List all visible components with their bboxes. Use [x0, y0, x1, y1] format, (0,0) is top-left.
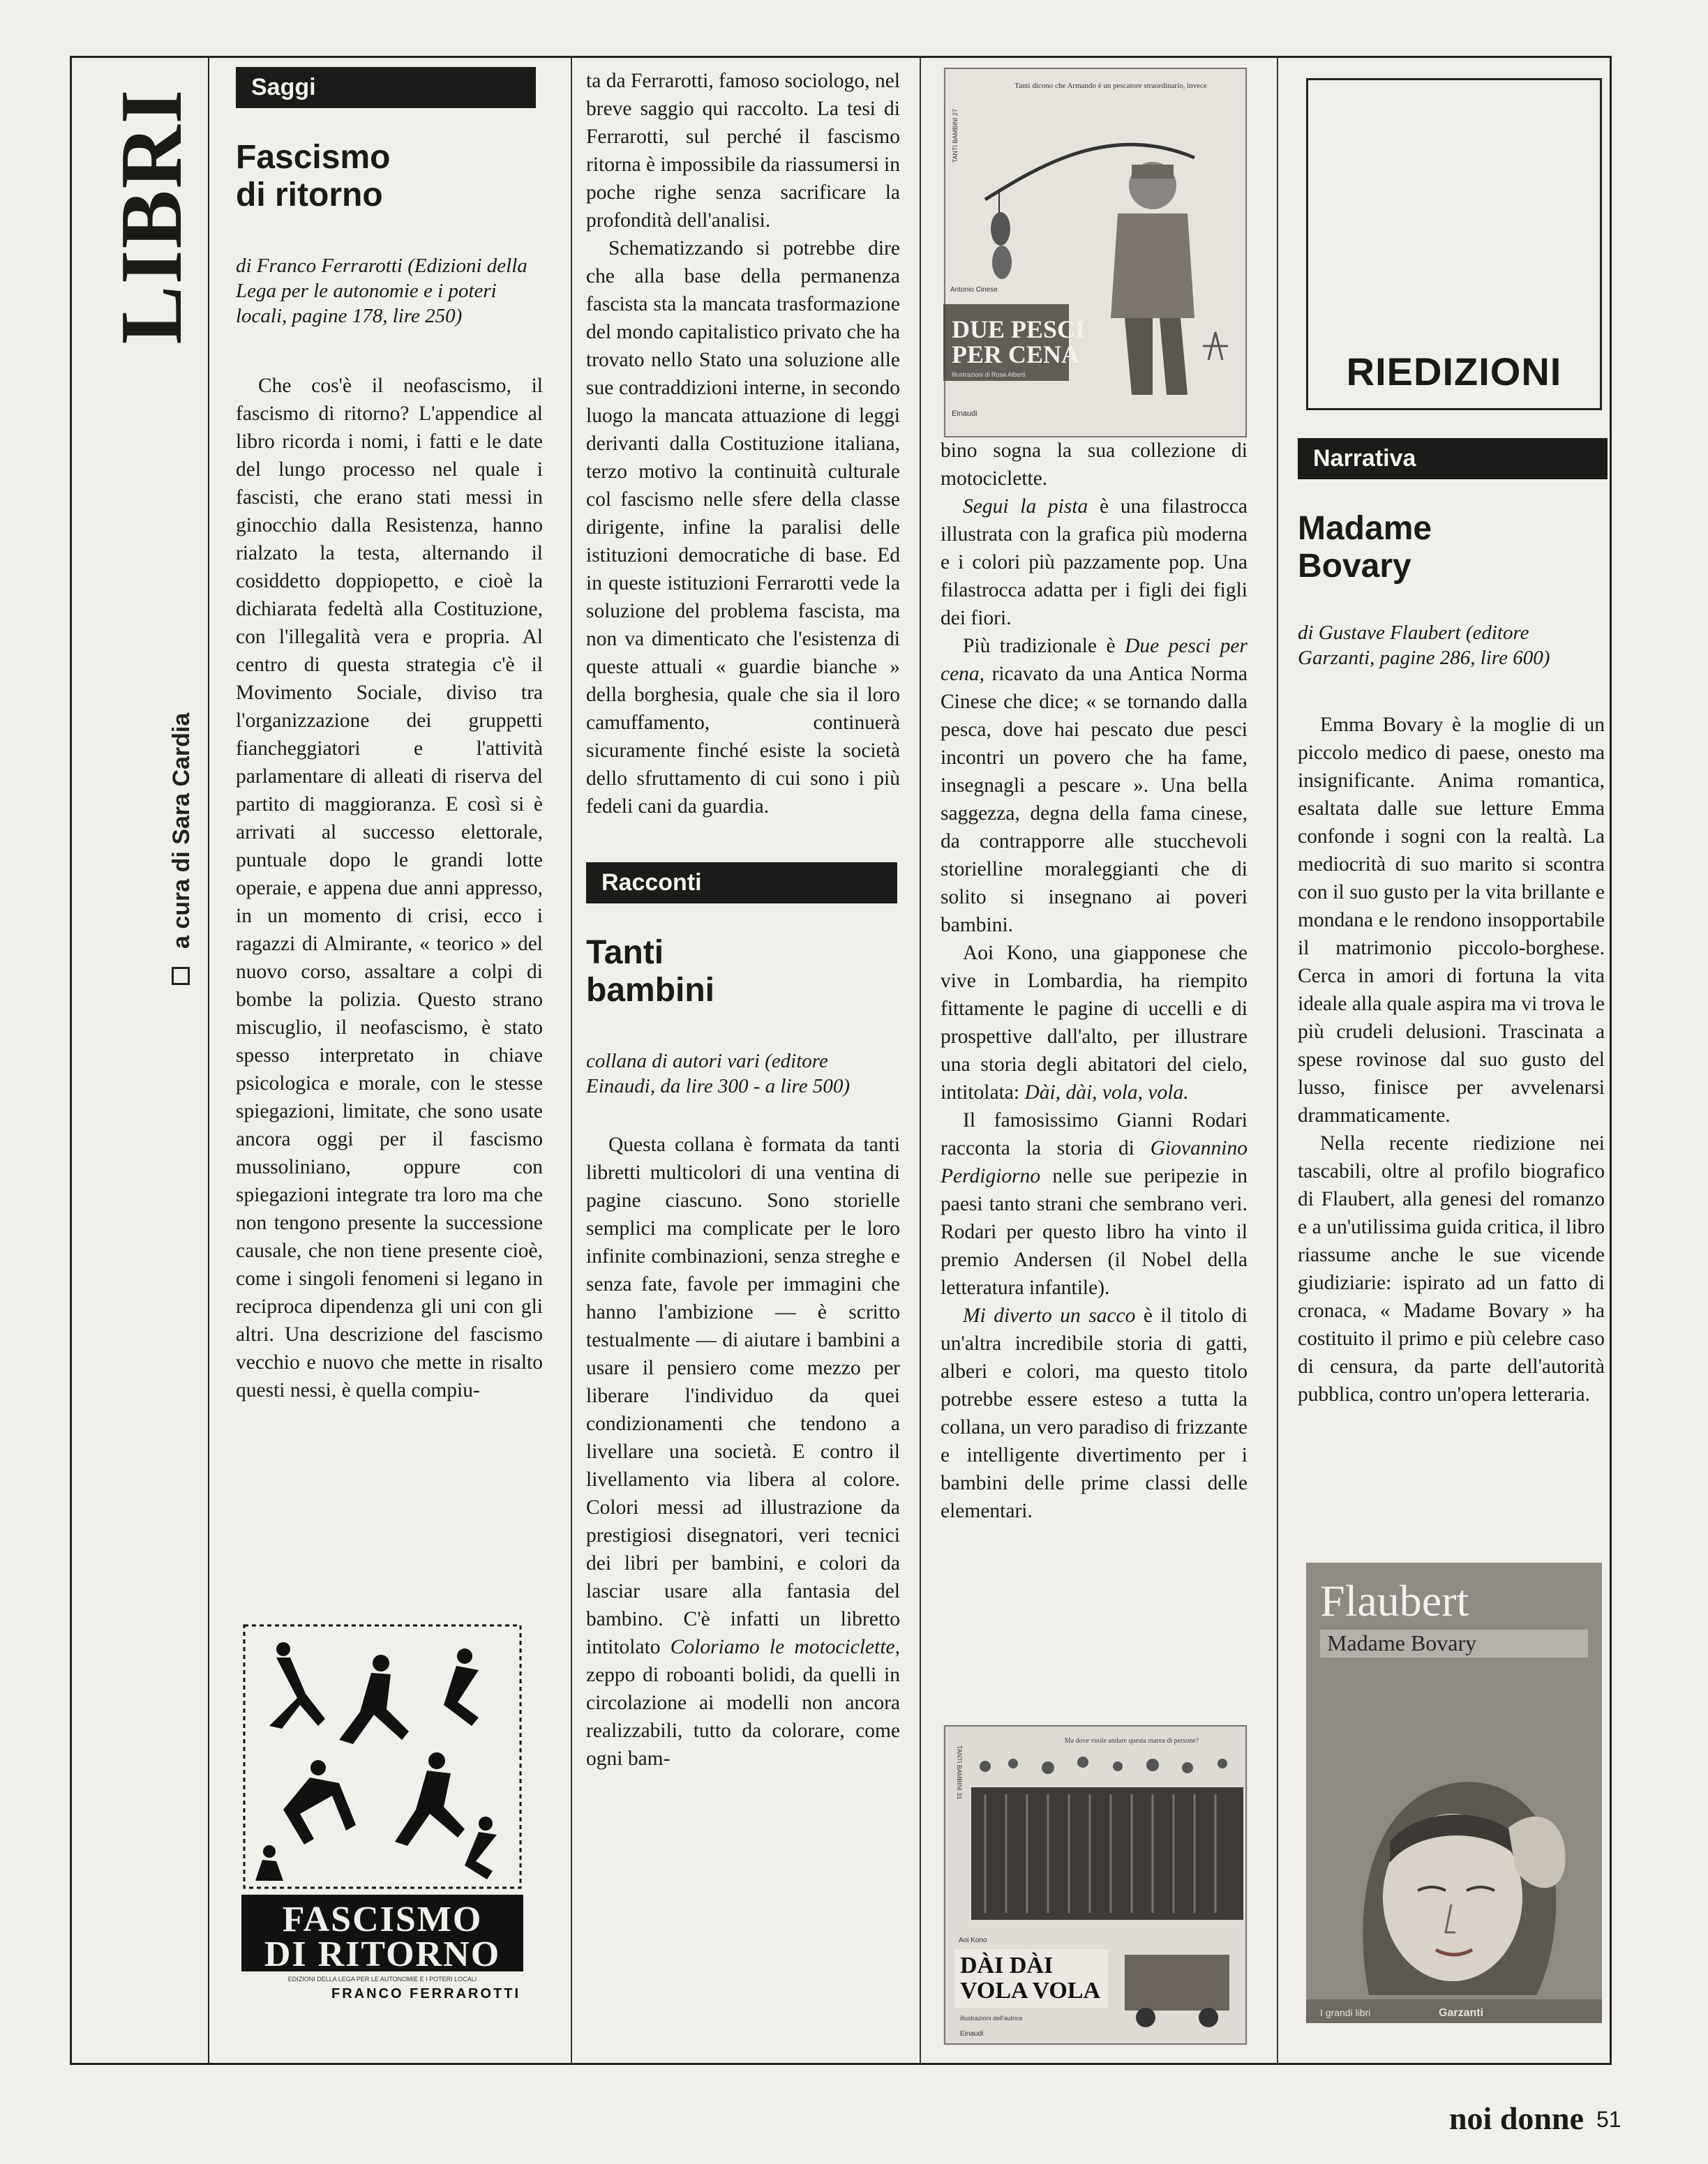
book-cover-dai-dai [943, 1725, 1248, 2045]
cover-illustrator: illustrazioni dell'autrice [960, 2015, 1023, 2022]
book-cover-madame-bovary [1306, 1563, 1602, 2023]
column-rule [1277, 56, 1278, 2065]
cover-publisher: Garzanti [1439, 2007, 1484, 2019]
column-racconti-continued [941, 437, 1248, 1525]
curator-credit [167, 670, 195, 991]
cover-title-line1: DÀI DÀI [960, 1953, 1054, 1978]
article-byline: collana di autori vari (editore Einaudi, da lire 300 - a lire 500) [586, 1050, 851, 1097]
article-title-tanti-bambini: Tanti bambini [586, 934, 715, 1009]
cover-title-line2: VOLA VOLA [960, 1978, 1101, 2004]
cover-caption: Tanti dicono che Armando è un pescatore straordinario, invece [1014, 82, 1207, 90]
article-title-madame-bovary: Madame Bovary [1298, 510, 1432, 585]
cover-title-line2: PER CENA [952, 340, 1080, 368]
cover-title-line2: DI RITORNO [264, 1934, 501, 1974]
section-tag-narrativa: Narrativa [1298, 438, 1608, 479]
cover-series-code: TANTI BAMBINI 31 [956, 1745, 963, 1800]
book-cover-due-pesci [943, 67, 1248, 438]
cover-author: FRANCO FERRAROTTI [331, 1986, 520, 2001]
article-title-fascismo: Fascismo di ritorno [236, 139, 391, 213]
magazine-brand: noi donne [1448, 2101, 1584, 2136]
column-saggi [236, 67, 543, 1404]
cover-series-code: TANTI BAMBINI 27 [952, 109, 959, 163]
cover-publisher: Einaudi [952, 409, 977, 418]
section-tag-racconti: Racconti [586, 862, 897, 903]
section-tag-saggi: Saggi [236, 67, 536, 108]
column-rule [571, 56, 572, 2065]
article-body: Che cos'è il neofascismo, il fascismo di ritorno? L'appendice al libro ricorda i nomi, i fatti e le date del lungo processo nel quale i fascisti, che erano stati messi in ginocchio dalla Resistenza, hanno rialzato la testa, alternando il cosiddetto doppiopetto, e cioè la dichiarata fedeltà alla Costituzione, con l'illegalità vera e propria. Al centro di questa strategia c'è il Movimento Sociale, diviso tra l'organizzazione dei gruppetti fiancheggiatori e l'attività parlamentare di alleati di riserva del partito di maggioranza. E così si è arrivati al successo elettorale, puntuale dopo le grandi lotte operaie, e appena due anni appresso, in un momento di crisi, ecco i ragazzi di Almirante, « teorico » del nuovo corso, assaltare a colpi di bombe la polizia. Questo strano miscuglio, il neofascismo, è stato spesso interpretato in chiave psicologica e morale, con le stesse spiegazioni, limitate, che sono usate ancora oggi per il fascismo mussoliniano, oppure con spiegazioni integrate tra loro ma che non tengono presente la successione causale, che non tiene presente cioè, come i singoli fenomeni si legano in reciproca dipendenza gli uni con gli altri. Una descrizione del fascismo vecchio e nuovo che mette in risalto questi nessi, è quella compiu- [236, 375, 543, 1402]
curator-label: a cura di Sara Cardia [168, 712, 195, 949]
cover-publisher: EDIZIONI DELLA LEGA PER LE AUTONOMIE E I POTERI LOCALI [287, 1976, 477, 1983]
book-cover-fascismo [241, 1621, 523, 2004]
cover-author: Antonio Cinese [950, 286, 998, 294]
cover-illustration-dancing-figures [241, 1621, 523, 2004]
section-title: LIBRI [103, 88, 200, 345]
cover-title: Madame Bovary [1327, 1630, 1477, 1655]
article-body-continued: bino sogna la sua collezione di motociclette. Segui la pista è una filastrocca illustrata con la grafica più moderna e i colori più pazzamente pop. Una filastrocca adatta per i figli dei figli dei fiori. Più tradizionale è Due pesci per cena, ricavato da una Antica Norma Cinese che dice; « se tornando dalla pesca, dove hai pescato due pesci incontri un povero che ha fame, insegnagli a pescare ». Una bella saggezza, degna della fama cinese, da contrapporre alle stucchevoli storielline moraleggianti che di solito si insegnano ai poveri bambini. Aoi Kono, una giapponese che vive in Lombardia, ha riempito fittamente le pagine di uccelli e di prospettive dall'alto, per illustrare una storia degli abitatori del cielo, intitolata: Dài, dài, vola, vola. Il famosissimo Gianni Rodari racconta la storia di Giovannino Perdigiorno nelle sue peripezie in paesi tanto strani che sembrano veri. Rodari per questo libro ha vinto il premio Andersen (il Nobel della letteratura infantile). Mi diverto un sacco è il titolo di un'altra incredibile storia di gatti, alberi e colori, ma questo titolo potrebbe essere esteso a tutta la collana, un vero paradiso di frizzante e intelligente divertimento per i bambini delle prime classi delle elementari. [941, 439, 1248, 1522]
riedizioni-heading: RIEDIZIONI [1346, 350, 1562, 393]
cover-title-line1: DUE PESCI [952, 315, 1086, 343]
cover-illustrator: Illustrazioni di Rosa Alberti [952, 371, 1026, 378]
column-riedizioni [1298, 438, 1605, 1408]
cover-series: I grandi libri [1320, 2007, 1371, 2018]
article-body-continued: ta da Ferrarotti, famoso sociologo, nel breve saggio qui raccolto. La tesi di Ferrarotti, sul perché il fascismo ritorna è impossibile da riassumersi in poche righe senza sacrificare la profondità dell'analisi. Schematizzando si potrebbe dire che alla base della permanenza fascista sta la mancata trasformazione del mondo capitalistico privato che ha trovato nello Stato una soluzione alle sue contraddizioni interne, in secondo luogo la mancata attuazione di leggi derivanti dalla Costituzione italiana, terzo motivo la continuità culturale col fascismo nelle sfere della classe dirigente, infine la paralisi delle istituzioni democratiche di base. Ed in queste istituzioni Ferrarotti vede la soluzione del problema fascista, ma non va dimenticato che l'esistenza di queste attuali « guardie bianche » della borghesia, quale che sia il loro camuffamento, continuerà sicuramente finché esiste la società dello sfruttamento di cui sono i più fedeli cani da guardia. [586, 70, 900, 818]
cover-illustration-crowd-landscape [943, 1725, 1248, 2045]
article-byline: di Franco Ferrarotti (Edizioni della Lega per le autonomie e i poteri locali, pagine 178, lire 250) [236, 255, 527, 327]
column-rule [920, 56, 921, 2065]
cover-author: Flaubert [1320, 1576, 1469, 1625]
cover-title-line1: FASCISMO [282, 1900, 483, 1939]
cover-caption: Ma dove vuole andare questa marea di persone? [1064, 1737, 1199, 1745]
cover-illustration-fisherman [943, 67, 1248, 438]
cover-publisher: Einaudi [960, 2030, 984, 2038]
cover-illustration-portrait [1306, 1563, 1602, 2023]
article-body: Emma Bovary è la moglie di un piccolo medico di paese, onesto ma insignificante. Anima romantica, esaltata dalle sue letture Emma confonde i sogni con la realtà. La mediocrità di suo marito si scontra con il suo gusto per la vita brillante e mondana e le rendono insopportabile il matrimonio piccolo-borghese. Cerca in amori di fortuna la vita ideale alla quale aspira ma vi trova le più crudeli delusioni. Trascinata a spese rovinose dal suo gusto del lusso, finisce per avvelenarsi drammaticamente. Nella recente riedizione nei tascabili, oltre al profilo biografico di Flaubert, alla genesi del romanzo e a un'utilissima guida critica, il libro riassume anche le sue vicende giudiziarie: ispirato ad un fatto di cronaca, « Madame Bovary » ha costituito il primo e più celebre caso di censura, da parte dell'autorità pubblica, contro un'opera letteraria. [1298, 714, 1605, 1406]
square-bullet-icon [172, 967, 190, 985]
article-body: Questa collana è formata da tanti libretti multicolori di una ventina di pagine ciascuno. Sono storielle semplici ma complicate per le loro infinite combinazioni, senza streghe e senza fate, favole per immagini che hanno l'ambizione — è scritto testualmente — di aiutare i bambini a usare il pensiero come mezzo per liberare l'individuo da quei condizionamenti che tendono a livellare una società. E contro il livellamento via libera al colore. Colori messi ad illustrazione da prestigiosi disegnatori, veri tecnici dei libri per bambini, e colori da lasciar usare alla fantasia del bambino. C'è infatti un libretto intitolato Coloriamo le motociclette, zeppo di roboanti bolidi, da quelli in circolazione ai modelli non ancora realizzabili, tutto da colorare, come ogni bam- [586, 1134, 900, 1770]
article-byline: di Gustave Flaubert (editore Garzanti, pagine 286, lire 600) [1298, 622, 1550, 669]
cover-author: Aoi Kono [959, 1937, 987, 1944]
column-racconti [586, 67, 900, 1773]
page-number: 51 [1596, 2107, 1621, 2132]
section-masthead [103, 63, 200, 370]
